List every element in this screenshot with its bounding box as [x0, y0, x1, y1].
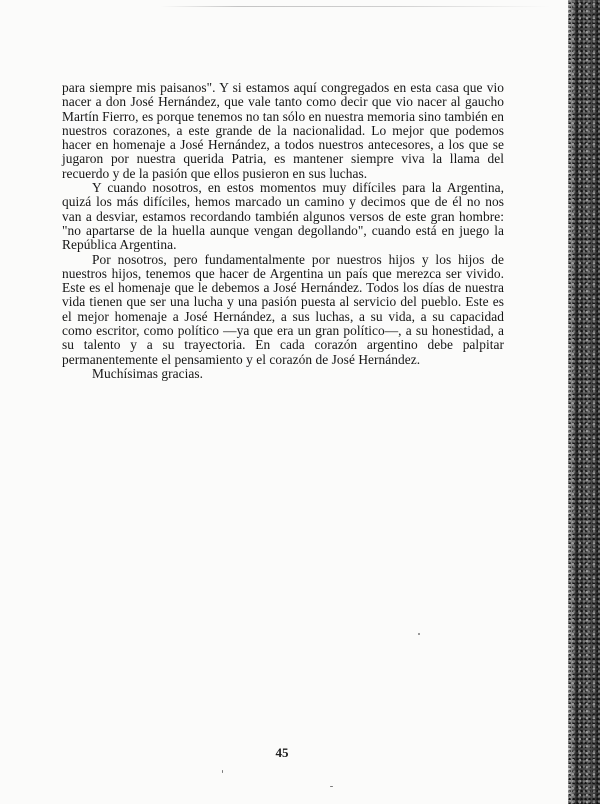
- closing-line: Muchísimas gracias.: [92, 365, 204, 381]
- scan-speck: [330, 786, 333, 787]
- page-number: 45: [275, 745, 289, 760]
- top-edge-rule: [160, 6, 550, 7]
- scan-speck: [418, 633, 420, 635]
- paragraph-2: Y cuando nosotros, en estos momentos muy difíciles para la Argentina, quizá los más difíciles, hemos marcado un camino y decimos que de él no nos van a desviar, estamos recordando también algunos versos de este gran hombre: "no apartarse de la huella aunque vengan degollando", cuando está en juego la República Argentina.: [62, 180, 504, 253]
- paragraph-3: Por nosotros, pero fundamentalmente por nuestros hijos y los hijos de nuestros hijos, tenemos que hacer de Argentina un país que merezca ser vivido. Este es el homenaje que le debemos a José Hernández. Todos los días de nuestra vida tienen que ser una lucha y una pasión puesta al servicio del pueblo. Este es el mejor homenaje a José Hernández, a sus luchas, a su vida, a su capacidad como escritor, como político —ya que era un gran político—, a su honestidad, a su talento y a su trayectoria. En cada corazón argentino debe palpitar permanentemente el pensamiento y el corazón de José Hernández.: [62, 251, 504, 367]
- body-text: [62, 81, 504, 381]
- scan-speck: [222, 770, 223, 773]
- paragraph-1: para siempre mis paisanos". Y si estamos aquí congregados en esta casa que vio nacer a don José Hernández, que vale tanto como decir que vio nacer al gaucho Martín Fierro, es porque tenemos no tan sólo en nuestra memoria sino también en nuestros corazones, a este grande de la nacionalidad. Lo mejor que podemos hacer en homenaje a José Hernández, a todos nuestros antecesores, a los que se jugaron por nuestra querida Patria, es mantener siempre viva la llama del recuerdo y de la pasión que ellos pusieron en sus luchas.: [62, 80, 505, 181]
- scan-edge-shadow: [568, 0, 600, 804]
